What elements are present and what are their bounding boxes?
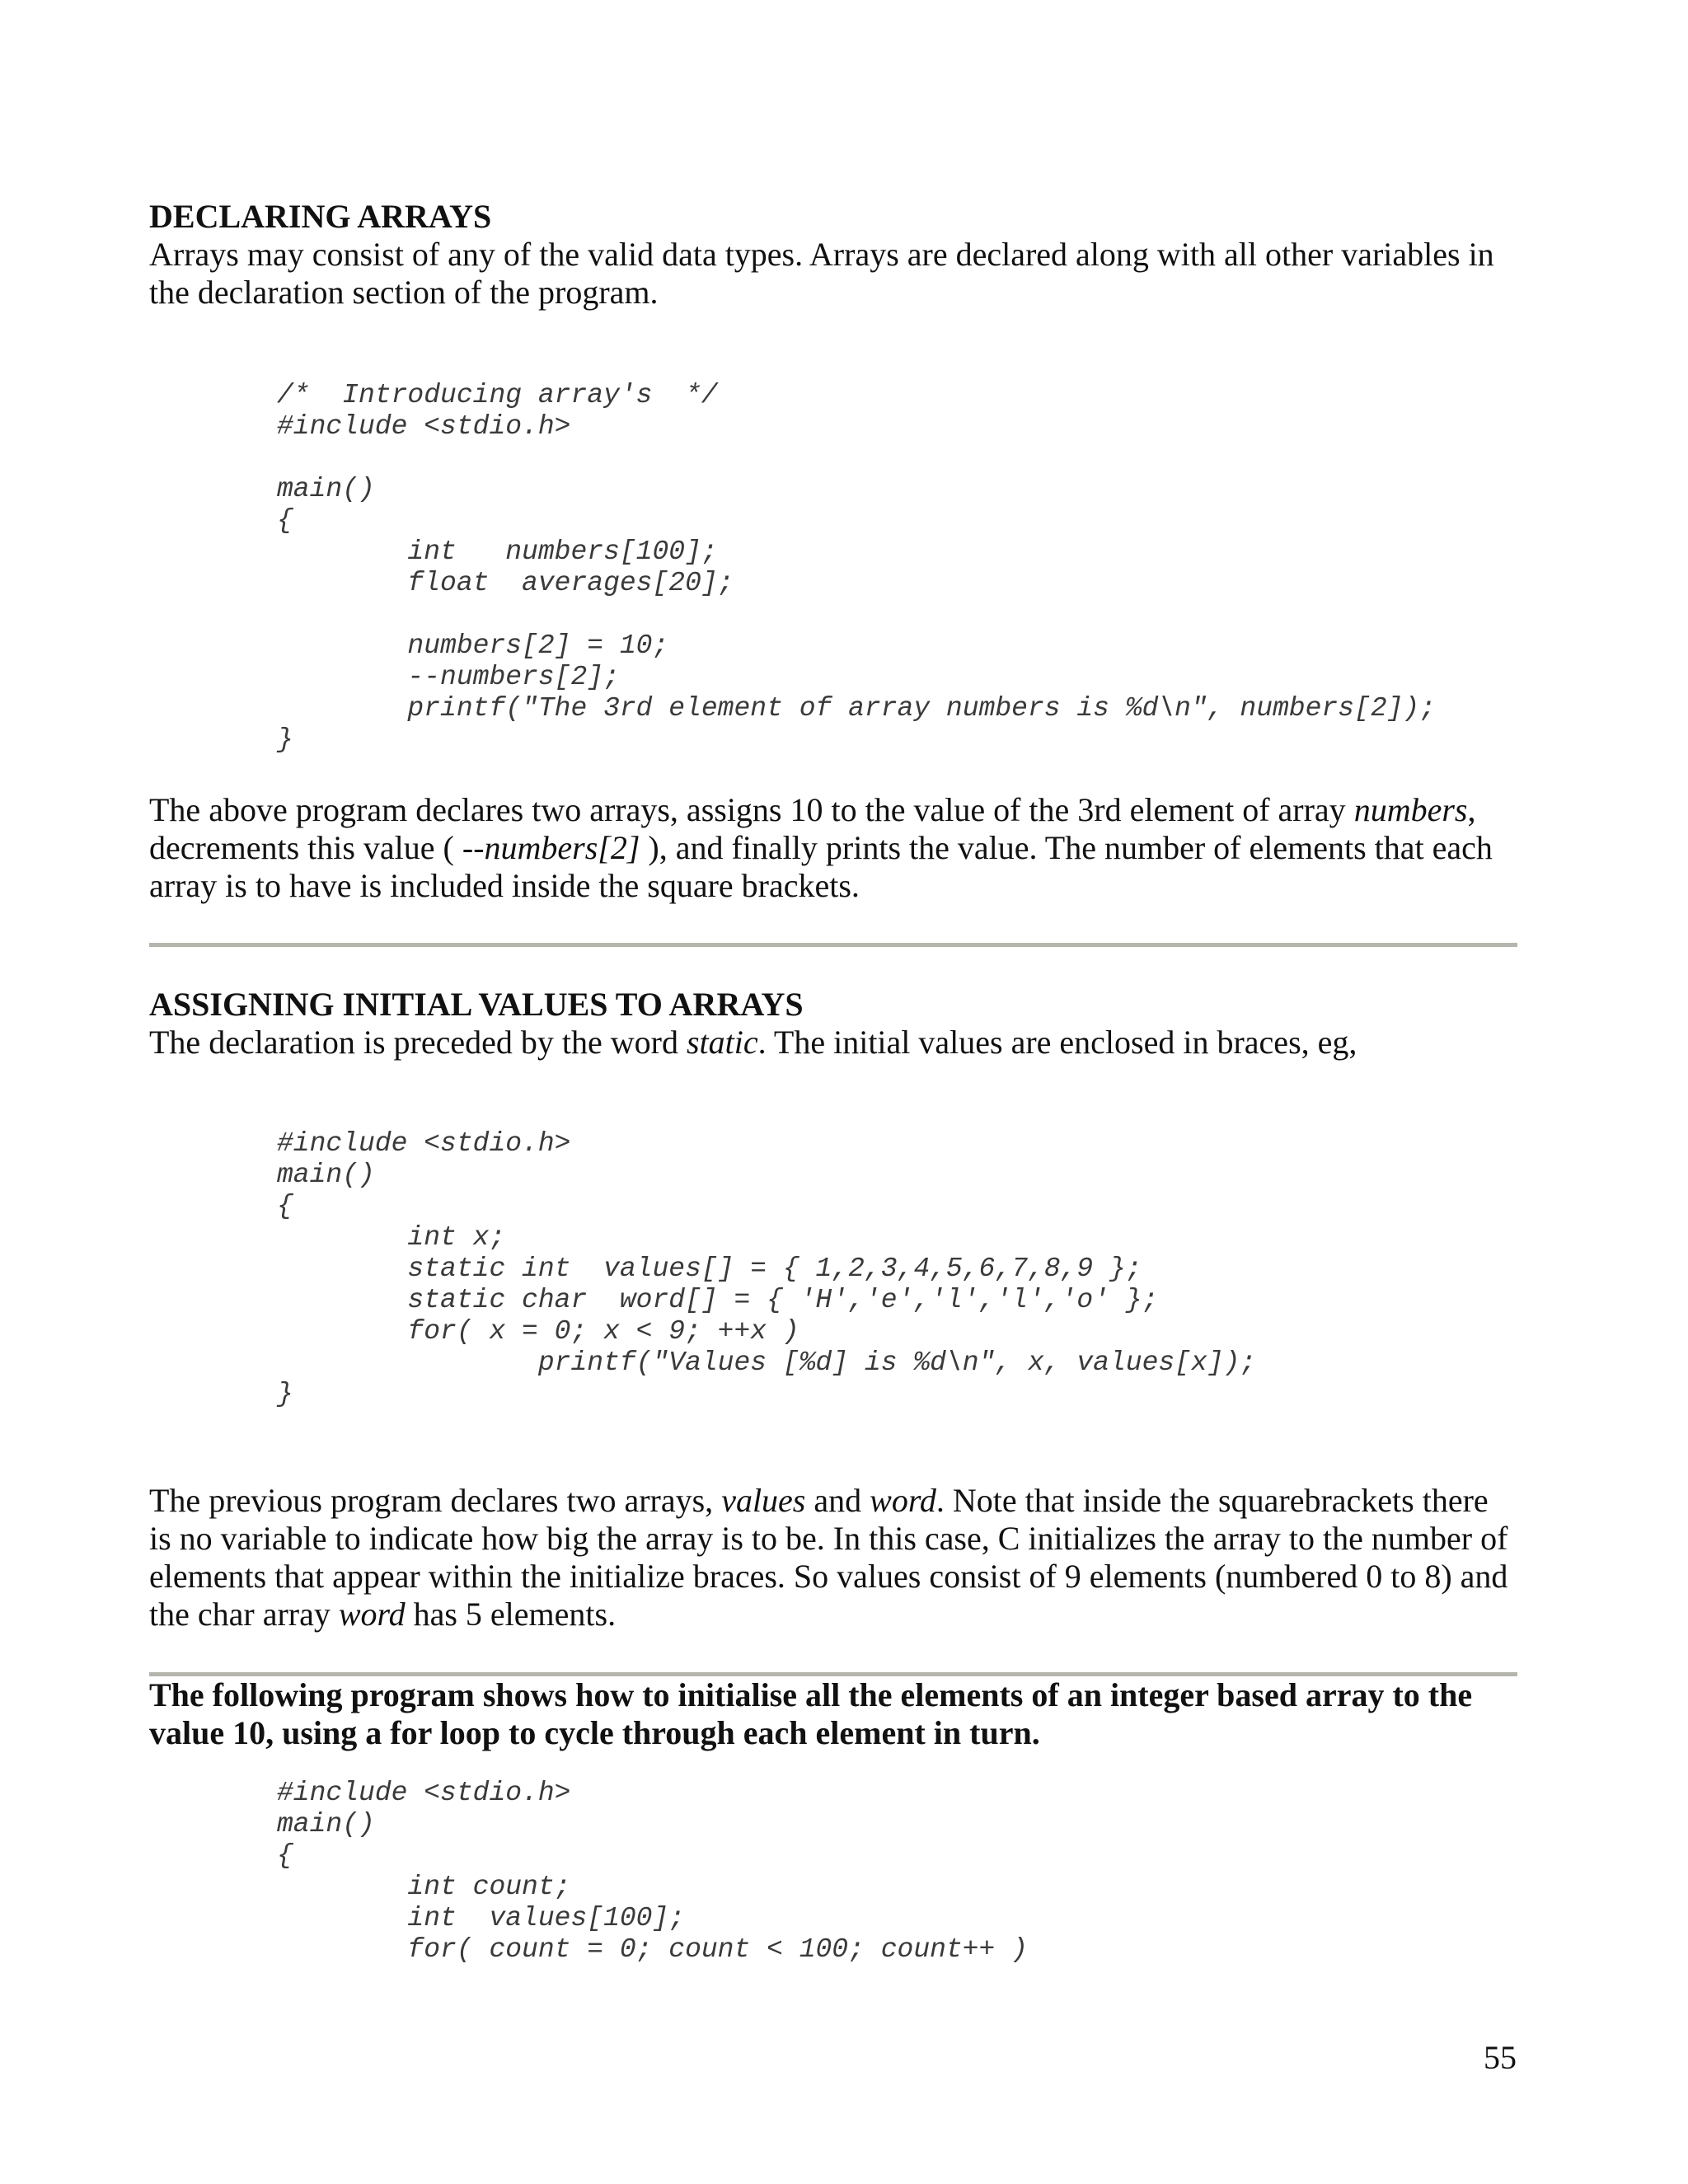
text-span: , decrements this value ( bbox=[149, 791, 1476, 866]
text-span: The previous program declares two arrays, bbox=[149, 1482, 722, 1519]
text-span: . Note that inside the squarebrackets there is no variable to indicate how big the array is to be. In this case, C initializes the array to the number of elements that appear within the initialize braces. So values consist of 9 elements (numbered 0 to 8) and the char array bbox=[149, 1482, 1508, 1633]
horizontal-divider bbox=[149, 943, 1517, 947]
section-intro-paragraph bbox=[149, 1024, 1517, 1062]
code-block-for-loop: #include <stdio.h> main() { int count; int values[100]; for( count = 0; count < 100; count++ ) bbox=[277, 1778, 1028, 1965]
section-heading-declaring-arrays: DECLARING ARRAYS bbox=[149, 198, 492, 235]
code-block-initial-values: #include <stdio.h> main() { int x; static int values[] = { 1,2,3,4,5,6,7,8,9 }; static char word[] = { 'H','e','l','l','o' }; for( x = 0; x < 9; ++x ) printf("Values [%d] is %d\n", x, values[x]); } bbox=[277, 1128, 1257, 1409]
page-number: 55 bbox=[1484, 2039, 1517, 2076]
text-span: and bbox=[805, 1482, 870, 1519]
emphasis-text: numbers bbox=[1353, 791, 1468, 828]
code-block-declaring-arrays: /* Introducing array's */ #include <stdio.h> main() { int numbers[100]; float averages[20]; numbers[2] = 10; --numbers[2]; printf("The 3rd element of array numbers is %d\n", numbers[2]); } bbox=[277, 380, 1437, 755]
explanation-paragraph bbox=[149, 791, 1517, 905]
text-span: has 5 elements. bbox=[405, 1596, 617, 1633]
emphasis-text: static bbox=[686, 1024, 758, 1061]
section-heading-for-loop-initialise: The following program shows how to initialise all the elements of an integer based array to the value 10, using a for loop to cycle through each element in turn. bbox=[149, 1676, 1473, 1751]
section-intro-paragraph: Arrays may consist of any of the valid data types. Arrays are declared along with all other variables in the declaration section of the program. bbox=[149, 236, 1494, 311]
section-heading-assigning-initial-values: ASSIGNING INITIAL VALUES TO ARRAYS bbox=[149, 986, 804, 1023]
emphasis-text: values bbox=[721, 1482, 806, 1519]
text-span: The declaration is preceded by the word bbox=[149, 1024, 687, 1061]
emphasis-text: word bbox=[870, 1482, 936, 1519]
text-span: . The initial values are enclosed in braces, eg, bbox=[757, 1024, 1357, 1061]
emphasis-text: word bbox=[338, 1596, 406, 1633]
emphasis-text: --numbers[2] bbox=[462, 829, 640, 866]
text-span: The above program declares two arrays, assigns 10 to the value of the 3rd element of array bbox=[149, 791, 1354, 828]
text-span: ), and finally prints the value. The number of elements that each array is to have is included inside the square brackets. bbox=[149, 829, 1493, 904]
explanation-paragraph bbox=[149, 1482, 1517, 1633]
